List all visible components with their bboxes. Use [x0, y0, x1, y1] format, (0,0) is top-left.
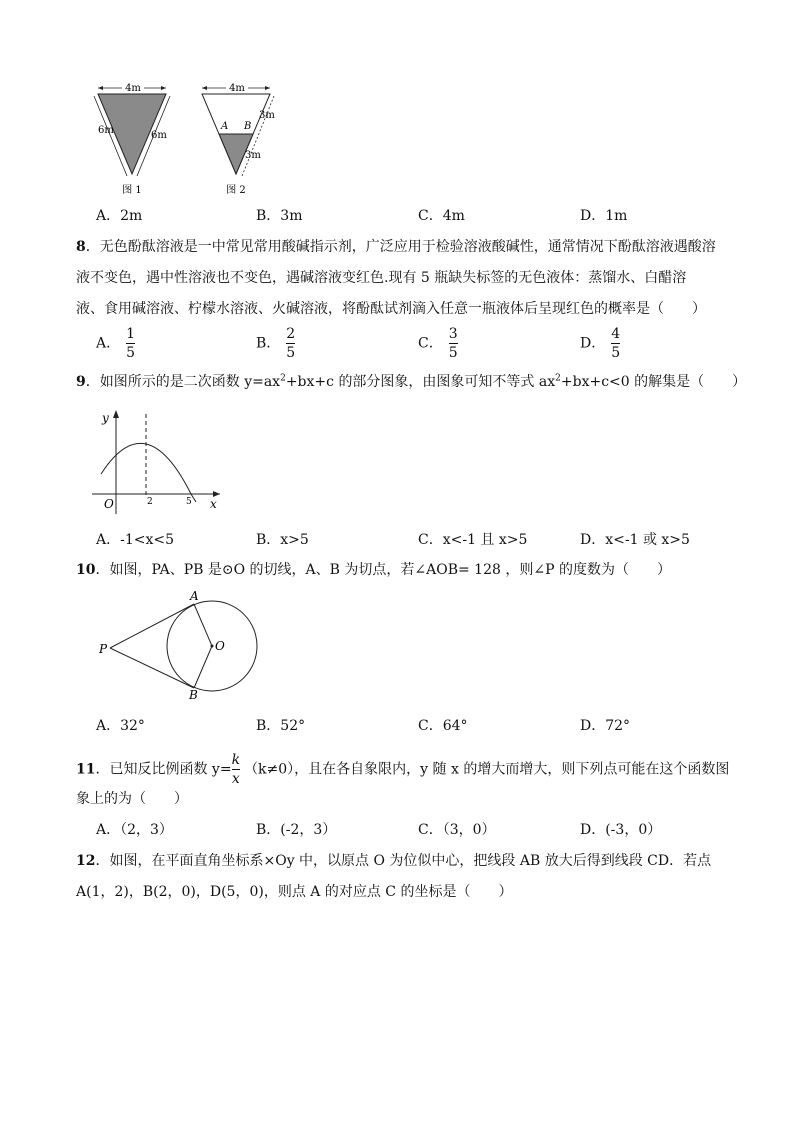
q11-line-2: 象上的为（ ） [76, 791, 188, 807]
q8-option-b-label: B． [256, 335, 281, 352]
q9-text-b: +bx+c 的部分图象，由图象可知不等式 ax [285, 374, 556, 390]
q11-option-a[interactable]: A．（2，3） [96, 822, 173, 838]
q8-option-d-label: D． [580, 335, 606, 352]
circle-point-p: P [99, 642, 108, 656]
fig1-right-label: 6m [151, 130, 167, 141]
fig2-caption: 图 2 [226, 185, 246, 196]
circle-point-b: B [189, 688, 198, 700]
q9-line-1 [76, 372, 746, 392]
graph-origin-label: O [104, 497, 114, 511]
fraction-denominator: x [231, 771, 240, 787]
q8-option-d[interactable] [580, 326, 620, 361]
fraction-numerator: k [231, 752, 241, 768]
graph-x-label: x [210, 497, 217, 511]
q8-option-a[interactable] [96, 326, 135, 361]
q8-number: 8 [76, 239, 86, 255]
graph-tick-5: 5 [186, 497, 192, 507]
q7-option-a[interactable]: A．2m [96, 208, 143, 224]
graph-tick-2: 2 [147, 497, 153, 507]
q12-number: 12 [76, 853, 96, 869]
fig2-lower-label: 3m [245, 150, 261, 161]
q7-option-c[interactable]: C．4m [418, 208, 465, 224]
q8-option-d-fraction [611, 326, 620, 361]
q8-option-c[interactable] [418, 326, 458, 361]
fig1-caption: 图 1 [122, 185, 142, 196]
q8-line-3: 液、食用碱溶液、柠檬水溶液、火碱溶液，将酚酞试剂滴入任意一瓶液体后呈现红色的概率是（ ） [76, 301, 706, 317]
q11-text-b: （k≠0），且在各自象限内，y 随 x 的增大而增大，则下列点可能在这个函数图 [244, 761, 730, 778]
q10-number: 10 [76, 562, 96, 578]
q10-text: ．如图，PA、PB 是⊙O 的切线，A、B 为切点，若∠AOB= 128 ，则∠P 的度数为（ ） [95, 562, 671, 578]
circle-center-o: O [215, 639, 225, 653]
figure-2 [202, 81, 275, 196]
q8-option-c-label: C． [418, 335, 443, 352]
q7-option-d[interactable]: D．1m [580, 208, 628, 224]
q11-fraction [232, 752, 240, 787]
q9-sup-1: 2 [280, 373, 286, 384]
q9-text-c: +bx+c<0 的解集是（ ） [560, 374, 747, 390]
q9-number: 9 [76, 374, 86, 390]
fraction-denominator: 5 [448, 345, 458, 361]
q9-option-c[interactable]: C．x<-1 且 x>5 [418, 532, 528, 548]
q11-option-c[interactable]: C．（3，0） [418, 822, 496, 838]
q11-text-a: ．已知反比例函数 y= [95, 761, 232, 778]
q10-option-b[interactable]: B．52° [256, 718, 306, 734]
fig1-top-label: 4m [125, 83, 141, 94]
fraction-denominator: 5 [286, 345, 296, 361]
q11-option-b[interactable]: B．(-2，3） [256, 822, 337, 838]
fig2-upper-label: 3m [259, 110, 275, 121]
fraction-numerator: 4 [611, 326, 621, 342]
q10-option-d[interactable]: D．72° [580, 718, 631, 734]
q10-option-c[interactable]: C．64° [418, 718, 468, 734]
fig2-point-b: B [244, 121, 252, 132]
q8-option-c-fraction [449, 326, 458, 361]
fraction-numerator: 3 [448, 326, 458, 342]
fraction-numerator: 1 [126, 326, 136, 342]
q11-option-d[interactable]: D．(-3，0） [580, 822, 662, 838]
q11-line-1 [76, 752, 729, 787]
q10-circle-figure [96, 588, 266, 700]
q8-option-a-label: A． [96, 335, 121, 352]
graph-y-label: y [102, 411, 109, 425]
q7-figures [90, 76, 290, 200]
fig1-left-label: 6m [98, 125, 114, 136]
circle-point-a: A [190, 589, 199, 603]
q10-option-a[interactable]: A．32° [96, 718, 145, 734]
q8-line-2: 液不变色，遇中性溶液也不变色，遇碱溶液变红色.现有 5 瓶缺失标签的无色液体：蒸馏水、白醋溶 [76, 270, 687, 286]
fig2-point-a: A [221, 121, 229, 132]
q7-option-b[interactable]: B．3m [256, 208, 303, 224]
q12-text-1: ．如图，在平面直角坐标系×Oy 中，以原点 O 为位似中心，把线段 AB 放大后得到线段 CD．若点 [95, 853, 712, 869]
figure-1 [94, 81, 170, 196]
q10-line-1 [76, 560, 671, 580]
q9-option-d[interactable]: D．x<-1 或 x>5 [580, 532, 690, 548]
fraction-denominator: 5 [126, 345, 136, 361]
q9-option-a[interactable]: A．-1<x<5 [96, 532, 175, 548]
q12-line-2: A(1，2)，B(2，0)，D(5，0)，则点 A 的对应点 C 的坐标是（ ） [76, 884, 513, 900]
q8-text-1: ．无色酚酞溶液是一中常见常用酸碱指示剂，广泛应用于检验溶液酸碱性，通常情况下酚酞溶液遇酸溶 [85, 239, 716, 255]
q8-option-a-fraction [126, 326, 135, 361]
q8-option-b-fraction [286, 326, 295, 361]
q8-option-b[interactable] [256, 326, 295, 361]
fig2-top-label: 4m [229, 83, 245, 94]
q9-sup-2: 2 [555, 373, 561, 384]
fraction-denominator: 5 [611, 345, 621, 361]
q11-number: 11 [76, 761, 96, 778]
q9-parabola-graph [88, 402, 228, 518]
q12-line-1 [76, 851, 711, 871]
q9-text-a: ．如图所示的是二次函数 y=ax [85, 374, 281, 390]
q9-option-b[interactable]: B．x>5 [256, 532, 309, 548]
fraction-numerator: 2 [286, 326, 296, 342]
q8-line-1 [76, 237, 716, 257]
